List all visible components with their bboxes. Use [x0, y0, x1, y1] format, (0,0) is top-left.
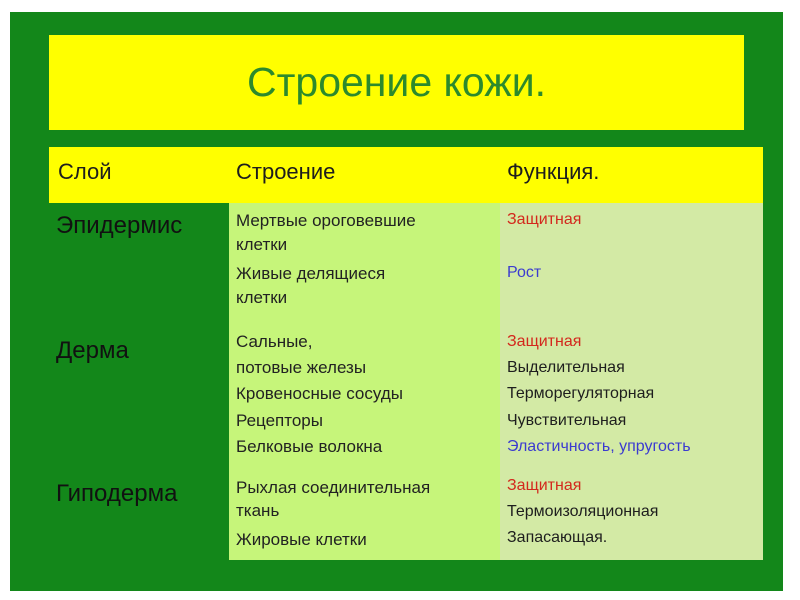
function-line: Защитная [507, 211, 582, 228]
layer-epidermis: Эпидермис [56, 212, 183, 239]
header-structure: Строение [236, 159, 336, 184]
structure-line: Мертвые ороговевшие [236, 211, 416, 230]
structure-line: Рецепторы [236, 411, 323, 430]
function-line: Эластичность, упругость [507, 438, 691, 455]
structure-line: Рыхлая соединительная [236, 478, 431, 497]
function-line: Терморегуляторная [507, 385, 655, 402]
page-title: Строение кожи. [247, 59, 546, 105]
structure-line: Кровеносные сосуды [236, 384, 403, 403]
function-line: Защитная [507, 477, 582, 494]
structure-line: Сальные, [236, 332, 313, 351]
table-header [49, 147, 763, 203]
structure-line: Белковые волокна [236, 437, 383, 456]
structure-line: ткань [236, 501, 280, 520]
structure-line: потовые железы [236, 358, 367, 377]
function-line: Защитная [507, 333, 582, 350]
function-line: Запасающая. [507, 529, 608, 546]
header-layer: Слой [58, 159, 112, 184]
function-line: Чувствительная [507, 412, 627, 429]
structure-line: Жировые клетки [236, 530, 367, 549]
structure-line: клетки [236, 235, 288, 254]
layer-dermis: Дерма [56, 337, 129, 364]
structure-line: Живые делящиеся [236, 264, 386, 283]
header-function: Функция. [507, 159, 600, 184]
function-line: Рост [507, 264, 542, 281]
structure-line: клетки [236, 288, 288, 307]
layer-hypodermis: Гиподерма [56, 480, 178, 507]
function-line: Выделительная [507, 359, 625, 376]
function-line: Термоизоляционная [507, 503, 659, 520]
title-box [49, 35, 744, 130]
